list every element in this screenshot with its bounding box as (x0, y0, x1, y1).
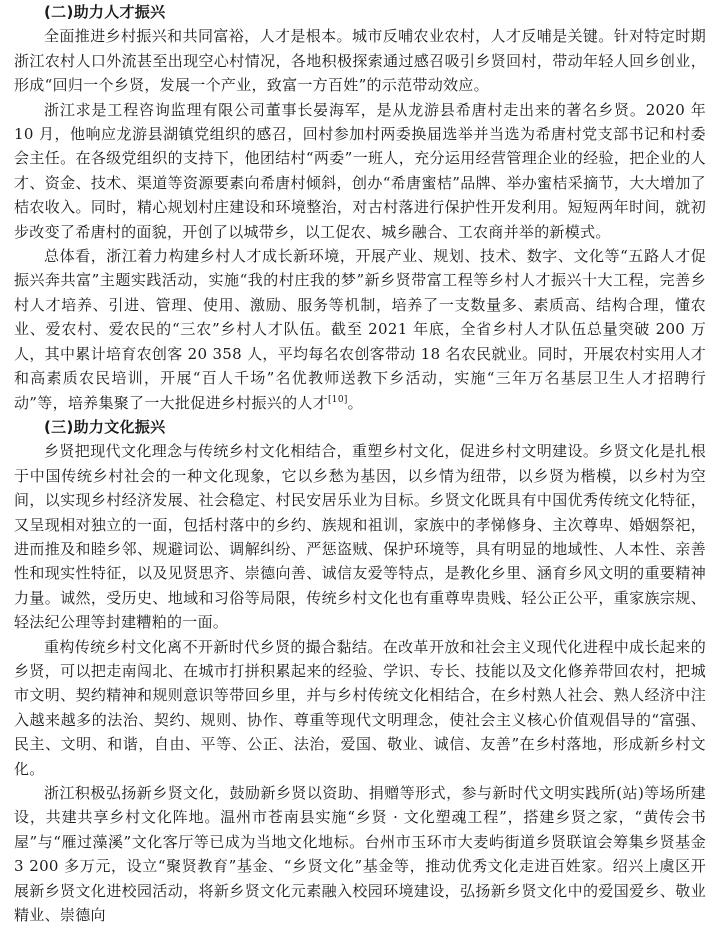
body-paragraph: 全面推进乡村振兴和共同富裕，人才是根本。城市反哺农业农村，人才反哺是关键。针对特定时期浙江农村人口外流甚至出现空心村情况，各地积极探索通过感召吸引乡贤回村，带动年轻人回乡创业，形成“回归一个乡贤，发展一个产业，致富一方百姓”的示范带动效应。 (14, 27, 706, 95)
body-paragraph: 重构传统乡村文化离不开新时代乡贤的撮合黏结。在改革开放和社会主义现代化进程中成长起来的乡贤，可以把走南闯北、在城市打拼积累起来的经验、学识、专长、技能以及文化修养带回农村，把城市文明、契约精神和规则意识等带回乡里，并与乡村传统文化相结合，在乡村熟人社会、熟人经济中注入越来越多的法治、契约、规则、协作、尊重等现代文明理念，使社会主义核心价值观倡导的“富强、民主、文明、和谐，自由、平等、公正、法治，爱国、敬业、诚信、友善”在乡村落地，形成新乡村文化。 (14, 637, 706, 778)
paragraph-text: 总体看，浙江着力构建乡村人才成长新环境，开展产业、规划、技术、数字、文化等“五路人才促振兴奔共富”主题实践活动，实施“我的村庄我的梦”新乡贤带富工程等乡村人才振兴十大工程，完善乡村人才培养、引进、管理、使用、激励、服务等机制，培养了一支数量多、素质高、结构合理，懂农业、爱农村、爱农民的“三农”乡村人才队伍。截至 2021 年底，全省乡村人才队伍总量突破 200 万人，其中累计培育农创客 20 358 人，平均每名农创客带动 18 名农民就业。同时，开展农村实用人才和高素质农民培训，开展“百人千场”名优教师送教下乡活动，实施“三年万名基层卫生人才招聘行动”等，培养集聚了一大批促进乡村振兴的人才 (14, 247, 706, 412)
section-heading: (三)助力文化振兴 (44, 417, 166, 436)
body-paragraph: 浙江积极弘扬新乡贤文化，鼓励新乡贤以资助、捐赠等形式，参与新时代文明实践所(站)等场所建设，共建共享乡村文化阵地。温州市苍南县实施“乡贤 · 文化塑魂工程”，搭建乡贤之家，“黄传会书屋”与“雁过藻溪”文化客厅等已成为当地文化地标。台州市玉环市大麦屿街道乡贤联谊会筹集乡贤基金 3 200 多万元，设立“聚贤教育”基金、“乡贤文化”基金等，推动优秀文化走进百姓家。绍兴上虞区开展新乡贤文化进校园活动，将新乡贤文化元素融入校园环境建设，弘扬新乡贤文化中的爱国爱乡、敬业精业、崇德向 (14, 784, 706, 925)
body-paragraph: 乡贤把现代文化理念与传统乡村文化相结合，重塑乡村文化，促进乡村文明建设。乡贤文化是扎根于中国传统乡村社会的一种文化现象，它以乡愁为基因，以乡情为纽带，以乡贤为楷模，以乡村为空间，以实现乡村经济发展、社会稳定、村民安居乐业为目标。乡贤文化既具有中国优秀传统文化特征，又呈现相对独立的一面，包括村落中的乡约、族规和祖训，家族中的孝悌修身、主次尊卑、婚姻祭祀，进而推及和睦乡邻、规避词讼、调解纠纷、严惩盗贼、保护环境等，具有明显的地域性、人本性、亲善性和现实性特征，以及见贤思齐、崇德向善、诚信友爱等特点，是教化乡里、涵育乡风文明的重要精神力量。诚然，受历史、地域和习俗等局限，传统乡村文化也有重尊卑贵贱、轻公正公平，重家族宗规、轻法纪公理等封建糟粕的一面。 (14, 442, 706, 632)
section-culture-revitalization (14, 415, 706, 927)
section-talent-revitalization (14, 0, 706, 415)
paragraph-end: 。 (347, 393, 363, 412)
body-paragraph (14, 244, 706, 415)
citation-reference: [10] (327, 394, 348, 405)
body-paragraph: 浙江求是工程咨询监理有限公司董事长晏海军，是从龙游县希唐村走出来的著名乡贤。2020 年 10 月，他响应龙游县湖镇党组织的感召，回村参加村两委换届选举并当选为希唐村党支部书记和村委会主任。在各级党组织的支持下，他团结村“两委”一班人，充分运用经营管理企业的经验，把企业的人才、资金、技术、渠道等资源要素向希唐村倾斜，创办“希唐蜜桔”品牌、举办蜜桔采摘节，大大增加了桔农收入。同时，精心规划村庄建设和环境整治，对古村落进行保护性开发利用。短短两年时间，就初步改变了希唐村的面貌，开创了以城带乡，以工促农、城乡融合、工农商并举的新模式。 (14, 100, 706, 241)
section-heading: (二)助力人才振兴 (44, 3, 166, 21)
